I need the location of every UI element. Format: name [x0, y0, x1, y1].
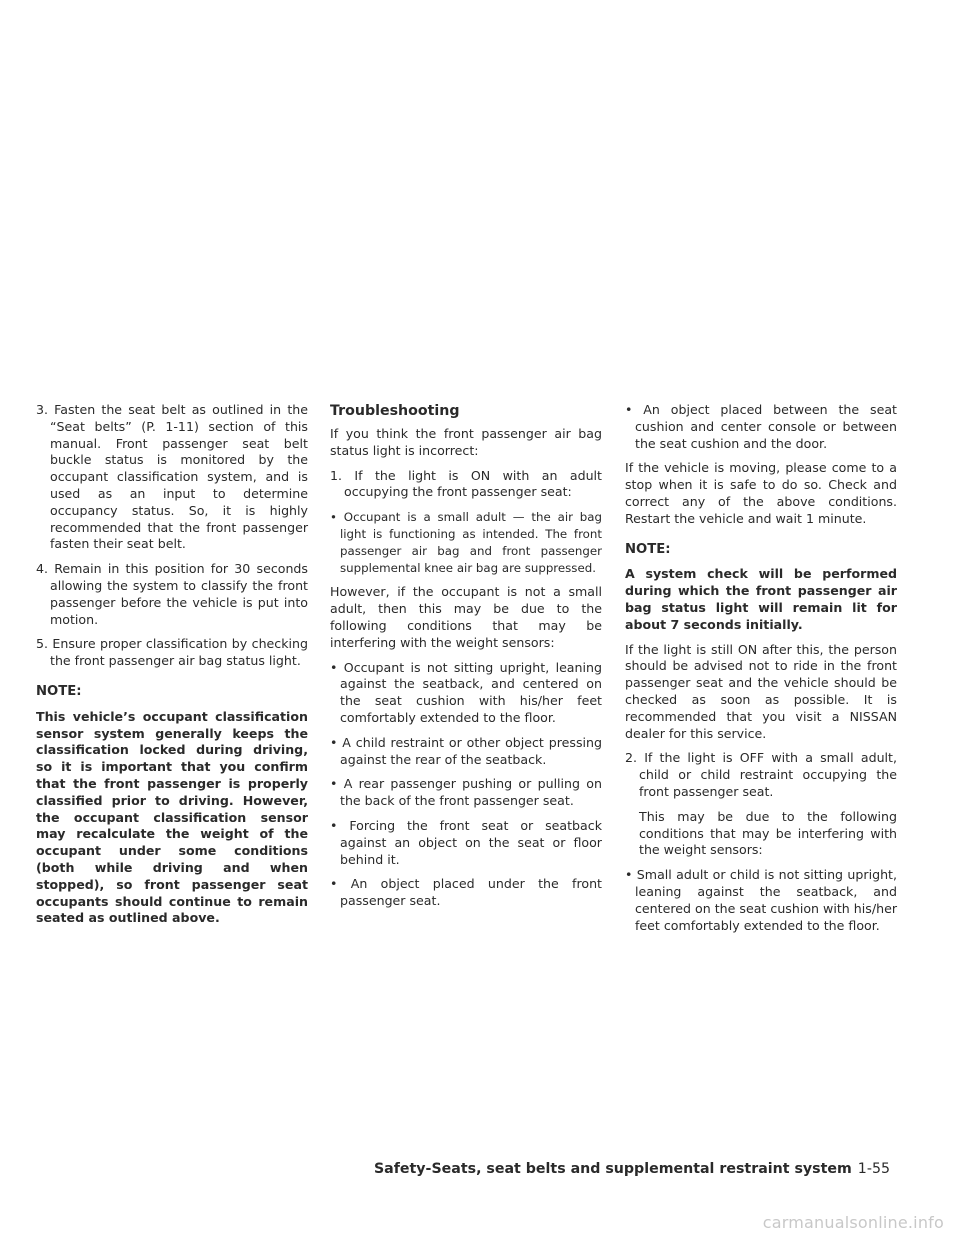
- bullet-console: • An object placed between the seat cushion and center console or between the seat cushion and the door.: [625, 402, 897, 451]
- page-number: 1-55: [857, 1161, 890, 1177]
- note-heading: NOTE:: [36, 683, 82, 699]
- item-2-subtext: This may be due to the following conditions that may be interfering with the weight sensors:: [639, 808, 897, 858]
- watermark: carmanualsonline.info: [762, 1213, 944, 1232]
- note-text: This vehicle’s occupant classification sensor system generally keeps the classification locked during driving, so it is important that you confirm that the front passenger is properly classified prior to driving. However, the occupant classification sensor may recalculate the weight of the occupant under some conditions (both while driving and when stopped), so front passenger seat occupants should continue to remain seated as outlined above.: [36, 708, 308, 926]
- list-item: • A child restraint or other object pressing against the rear of the seatback.: [330, 734, 602, 767]
- column-middle: [330, 402, 602, 918]
- note-text: A system check will be performed during which the front passenger air bag status light will remain lit for about 7 seconds initially.: [625, 566, 897, 632]
- still-on-paragraph: If the light is still ON after this, the person should be advised not to ride in the front passenger seat and the vehicle should be checked as soon as possible. It is recommended that you visit a NISSAN dealer for this service.: [625, 641, 897, 741]
- note-heading: NOTE:: [625, 541, 671, 557]
- however-paragraph: However, if the occupant is not a small adult, then this may be due to the following conditions that may be interfering with the weight sensors:: [330, 584, 602, 650]
- step-5: 5. Ensure proper classification by checking the front passenger air bag status light.: [36, 636, 308, 669]
- column-right: [625, 402, 897, 942]
- troubleshooting-intro: If you think the front passenger air bag status light is incorrect:: [330, 426, 602, 458]
- step-3: 3. Fasten the seat belt as outlined in the “Seat belts” (P. 1-11) section of this manual. Front passenger seat belt buckle status is monitored by the occupant classification system, and is used as an input to determine occupancy status. So, it is highly recommended that the front passenger fasten their seat belt.: [36, 402, 308, 552]
- column-left: [36, 402, 308, 935]
- list-item: • An object placed under the front passenger seat.: [330, 876, 602, 909]
- section-heading-troubleshooting: Troubleshooting: [330, 403, 460, 419]
- list-item: • Forcing the front seat or seatback against an object on the seat or floor behind it.: [330, 817, 602, 867]
- bullet-small-child: • Small adult or child is not sitting upright, leaning against the seatback, and centered on the seat cushion with his/her feet comfortably extended to the floor.: [625, 867, 897, 933]
- vehicle-moving-paragraph: If the vehicle is moving, please come to a stop when it is safe to do so. Check and correct any of the above conditions. Restart the vehicle and wait 1 minute.: [625, 460, 897, 526]
- page-footer: [0, 1161, 890, 1177]
- list-item: • Occupant is not sitting upright, leaning against the seatback, and centered on the seat cushion with his/her feet comfortably extended to the floor.: [330, 659, 602, 725]
- footer-section-title: Safety-Seats, seat belts and supplemental restraint system: [373, 1161, 852, 1177]
- bullet-small-adult: • Occupant is a small adult — the air bag light is functioning as intended. The front passenger air bag and front passenger supplemental knee air bag are suppressed.: [330, 510, 602, 575]
- troubleshooting-item-1: 1. If the light is ON with an adult occupying the front passenger seat:: [330, 467, 602, 500]
- list-item: • A rear passenger pushing or pulling on the back of the front passenger seat.: [330, 776, 602, 809]
- step-4: 4. Remain in this position for 30 seconds allowing the system to classify the front passenger before the vehicle is put into motion.: [36, 561, 308, 627]
- troubleshooting-item-2: 2. If the light is OFF with a small adult, child or child restraint occupying the front passenger seat.: [625, 750, 897, 799]
